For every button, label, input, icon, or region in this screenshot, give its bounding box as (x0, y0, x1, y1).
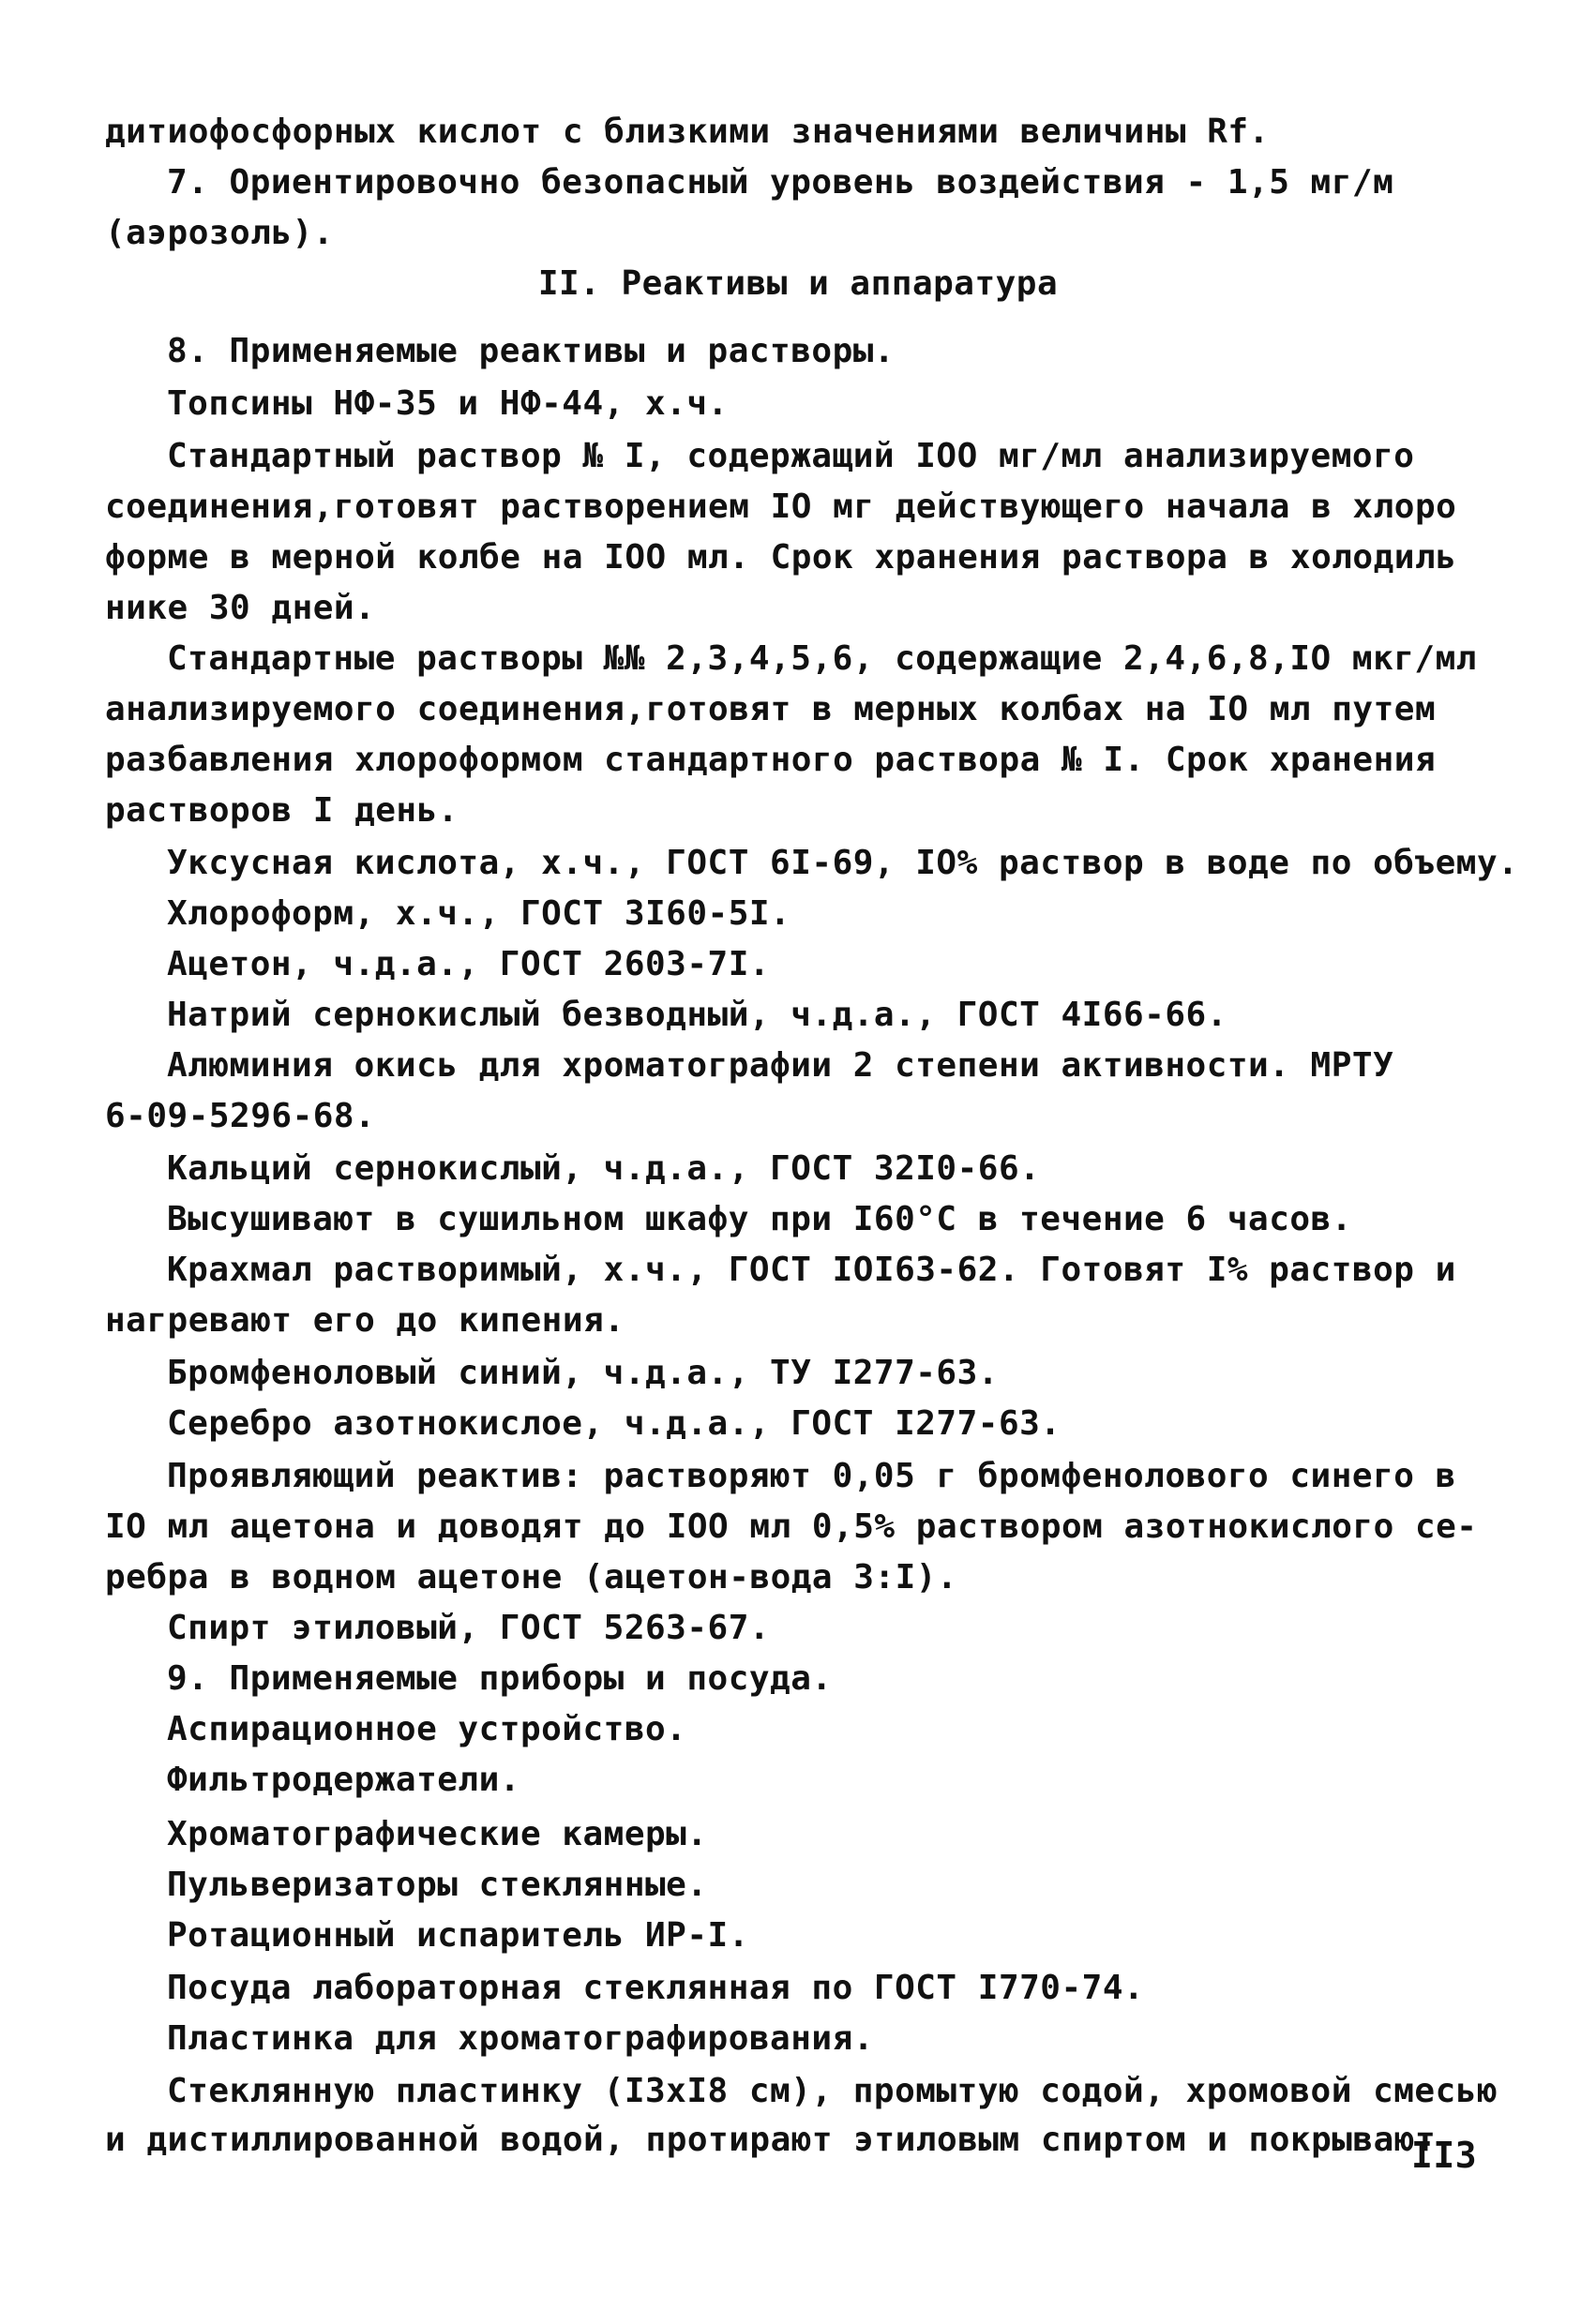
text-line: Кальций сернокислый, ч.д.а., ГОСТ 32I0-66. (167, 1149, 1041, 1188)
text-line: и дистиллированной водой, протирают этиловым спиртом и покрывают (105, 2121, 1437, 2159)
text-line: Натрий сернокислый безводный, ч.д.а., ГОСТ 4I66-66. (167, 996, 1227, 1034)
text-line: Крахмал растворимый, х.ч., ГОСТ IOI63-62. Готовят I% раствор и (167, 1251, 1456, 1289)
text-line: Стандартные растворы №№ 2,3,4,5,6, содержащие 2,4,6,8,IO мкг/мл (167, 639, 1477, 678)
text-line: Стеклянную пластинку (I3хI8 см), промытую содой, хромовой смесью (167, 2072, 1498, 2110)
text-line: Фильтродержатели. (167, 1761, 520, 1799)
text-line: Алюминия окись для хроматографии 2 степени активности. МРТУ (167, 1046, 1394, 1085)
text-line: Посуда лабораторная стеклянная по ГОСТ I770-74. (167, 1969, 1145, 2007)
text-line: Ротационный испаритель ИР-I. (167, 1916, 749, 1955)
text-line: 7. Ориентировочно безопасный уровень воздействия - 1,5 мг/м (167, 163, 1394, 202)
text-line: разбавления хлороформом стандартного раствора № I. Срок хранения (105, 741, 1437, 779)
text-line: Пластинка для хроматографирования. (167, 2019, 874, 2058)
text-line: Уксусная кислота, х.ч., ГОСТ 6I-69, IO% раствор в воде по объему. (167, 844, 1519, 882)
text-line: форме в мерной колбе на IOO мл. Срок хранения раствора в холодиль (105, 538, 1457, 577)
text-line: растворов I день. (105, 791, 459, 830)
text-line: 6-09-5296-68. (105, 1097, 376, 1135)
text-line: Стандартный раствор № I, содержащий IOO мг/мл анализируемого (167, 437, 1415, 475)
text-line: Пульверизаторы стеклянные. (167, 1866, 708, 1904)
text-line: нагревают его до кипения. (105, 1301, 625, 1340)
text-line: нике 30 дней. (105, 589, 376, 627)
text-line: дитиофосфорных кислот с близкими значениями величины Rf. (105, 112, 1270, 151)
text-line: соединения,готовят растворением IO мг действующего начала в хлоро (105, 487, 1457, 526)
text-line: Аспирационное устройство. (167, 1710, 687, 1748)
text-line: Топсины НФ-35 и НФ-44, х.ч. (167, 384, 729, 423)
text-line: 9. Применяемые приборы и посуда. (167, 1659, 833, 1698)
text-line: Ацетон, ч.д.а., ГОСТ 2603-7I. (167, 945, 771, 983)
text-line: ребра в водном ацетоне (ацетон-вода 3:I). (105, 1558, 958, 1597)
text-line: Проявляющий реактив: растворяют 0,05 г бромфенолового синего в (167, 1457, 1456, 1495)
text-line: Высушивают в сушильном шкафу при I60°С в течение 6 часов. (167, 1200, 1352, 1238)
text-line: Спирт этиловый, ГОСТ 5263-67. (167, 1609, 771, 1647)
text-line: Хлороформ, х.ч., ГОСТ 3I60-5I. (167, 894, 791, 933)
text-line: анализируемого соединения,готовят в мерных колбах на IO мл путем (105, 690, 1437, 728)
text-line: Хроматографические камеры. (167, 1815, 708, 1853)
page-number: II3 (1411, 2135, 1478, 2176)
text-line: 8. Применяемые реактивы и растворы. (167, 332, 896, 370)
text-line: (аэрозоль). (105, 214, 334, 252)
section-heading: II. Реактивы и аппаратура (537, 264, 1059, 303)
text-line: Бромфеноловый синий, ч.д.а., ТУ I277-63. (167, 1354, 999, 1392)
text-line: IO мл ацетона и доводят до IOO мл 0,5% раствором азотнокислого се- (105, 1507, 1478, 1546)
text-line: Серебро азотнокислое, ч.д.а., ГОСТ I277-63. (167, 1404, 1061, 1443)
